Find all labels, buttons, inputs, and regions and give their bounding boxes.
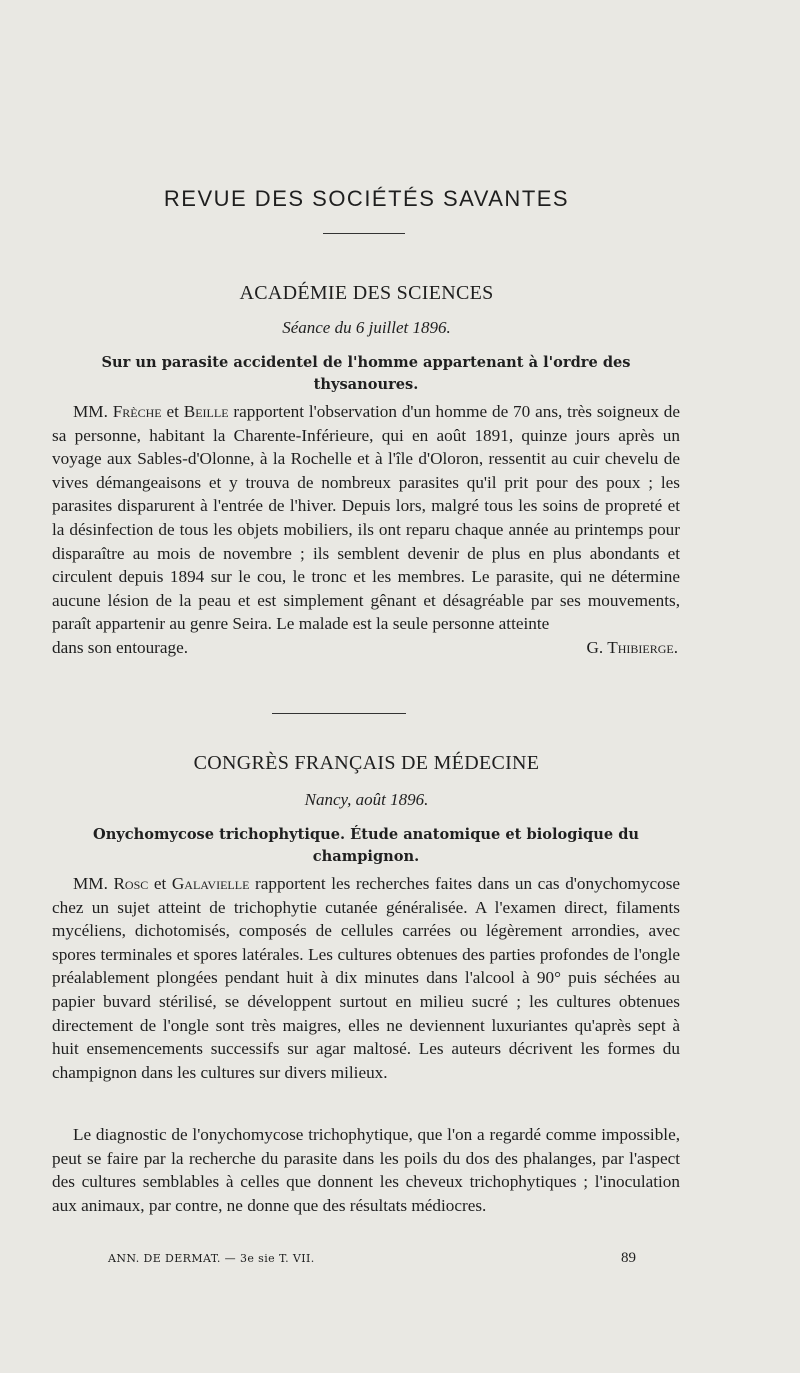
article-title-parasite: Sur un parasite accidentel de l'homme appartenant à l'ordre des thysanoures. [101, 354, 631, 393]
signature-line [52, 636, 680, 660]
article-body-onychomycose [52, 872, 680, 1084]
text-last-line: dans son entourage. [52, 637, 189, 657]
page-footer [108, 1250, 636, 1267]
author-name: Rosc [113, 874, 149, 893]
article-body-parasite [52, 400, 680, 660]
divider [272, 713, 406, 714]
session-date: Nancy, août 1896. [304, 790, 429, 809]
author-name: Frèche [112, 402, 162, 421]
article-body-onychomycose-2 [52, 1123, 680, 1217]
signature: G. Thibierge. [586, 637, 678, 657]
section-title-congres: CONGRÈS FRANÇAIS DE MÉDECINE [193, 752, 540, 774]
divider [323, 233, 405, 234]
text-intro: MM. [73, 874, 114, 893]
paragraph [52, 400, 680, 636]
author-name: Galavielle [171, 874, 250, 893]
session-date: Séance du 6 juillet 1896. [282, 318, 451, 337]
paragraph [52, 872, 680, 1084]
text-conj: et [161, 402, 184, 421]
page-title: REVUE DES SOCIÉTÉS SAVANTES [163, 186, 570, 211]
article-title-onychomycose: Onychomycose trichophytique. Étude anatomique et biologique du champignon. [92, 826, 640, 865]
text-body: rapportent les recherches faites dans un cas d'onychomycose chez un sujet atteint de trichophytie cutanée généralisée. A l'examen direct, filaments mycéliens, dichotomisés, composés de cellules carrées ou légèrement arrondies, avec spores terminales et spores latérales. Les cultures obtenues des parties profondes de l'ongle préalablement plongées pendant huit à dix minutes dans l'alcool à 90° puis séchées au papier buvard stérilisé, se développent surtout en milieu sucré ; les cultures obtenues directement de l'ongle sont très maigres, elles ne deviennent luxuriantes qu'après sept à huit ensemencements successifs sur agar maltosé. Les auteurs décrivent les formes du champignon dans les cultures sur divers milieux. [52, 874, 681, 1082]
text-conj: et [148, 874, 172, 893]
paragraph: Le diagnostic de l'onychomycose trichophytique, que l'on a regardé comme impossible, peut se faire par la recherche du parasite dans les poils du dos des phalanges, par l'aspect des cultures semblables à celles que donnent les cheveux trichophytiques ; l'inoculation aux animaux, par contre, ne donne que des résultats médiocres. [52, 1125, 680, 1215]
section-title-academie: ACADÉMIE DES SCIENCES [239, 282, 494, 304]
page-number: 89 [621, 1250, 636, 1266]
text-body: rapportent l'observation d'un homme de 70 ans, très soigneux de sa personne, habitant la Charente-Inférieure, qui en août 1891, quinze jours après un voyage aux Sables-d'Olonne, à la Rochelle et à l'île d'Oloron, ressentit au cuir chevelu de vives démangeaisons et y trouva de nombreux parasites qu'il prit pour des poux ; les parasites disparurent à l'entrée de l'hiver. Depuis lors, malgré tous les soins de propreté et la désinfection de tous les objets mobiliers, ils ont reparu chaque année au printemps pour disparaître au mois de novembre ; ils semblent devenir de plus en plus abondants et circulent depuis 1894 sur le cou, le tronc et les membres. Le parasite, qui ne détermine aucune lésion de la peau et est simplement gênant et désagréable par ses mouvements, paraît appartenir au genre Seira. Le malade est la seule personne atteinte [52, 402, 680, 634]
text-intro: MM. [73, 402, 113, 421]
author-name: Beille [183, 402, 229, 421]
journal-reference: ANN. DE DERMAT. — 3e sie T. VII. [108, 1252, 315, 1265]
